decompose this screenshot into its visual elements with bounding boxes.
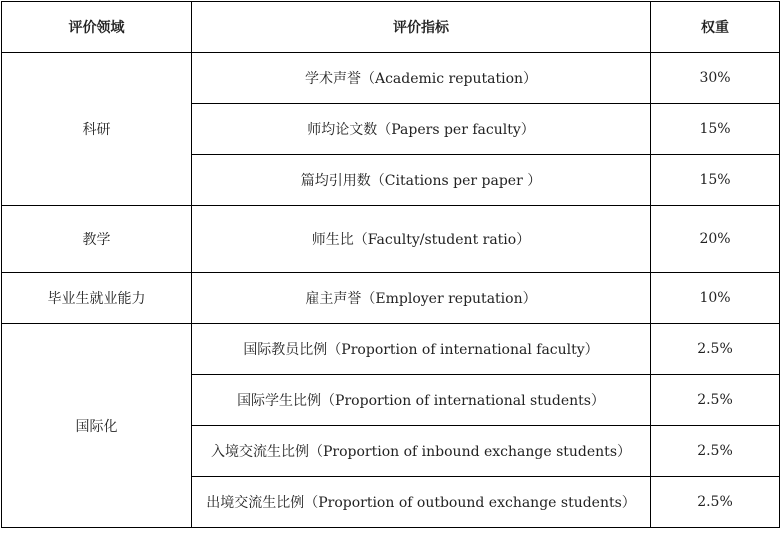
weight-cell: 2.5% (651, 324, 780, 375)
indicator-cell: 雇主声誉（Employer reputation） (192, 273, 651, 324)
table-row (2, 206, 780, 273)
weight-cell: 15% (651, 155, 780, 206)
group-employability: 毕业生就业能力 (2, 273, 192, 324)
table-row (2, 273, 780, 324)
indicator-cell: 国际学生比例（Proportion of international students） (192, 375, 651, 426)
header-domain: 评价领域 (2, 2, 192, 53)
indicator-cell: 篇均引用数（Citations per paper ） (192, 155, 651, 206)
header-weight: 权重 (651, 2, 780, 53)
indicator-cell: 入境交流生比例（Proportion of inbound exchange students） (192, 426, 651, 477)
indicator-cell: 学术声誉（Academic reputation） (192, 53, 651, 104)
table-row (2, 324, 780, 375)
weight-cell: 2.5% (651, 426, 780, 477)
group-international: 国际化 (2, 324, 192, 528)
evaluation-table (1, 1, 780, 528)
weight-cell: 30% (651, 53, 780, 104)
group-research: 科研 (2, 53, 192, 206)
weight-cell: 2.5% (651, 375, 780, 426)
indicator-cell: 出境交流生比例（Proportion of outbound exchange students） (192, 477, 651, 528)
weight-cell: 2.5% (651, 477, 780, 528)
indicator-cell: 师生比（Faculty/student ratio） (192, 206, 651, 273)
header-row (2, 2, 780, 53)
weight-cell: 15% (651, 104, 780, 155)
header-indicator: 评价指标 (192, 2, 651, 53)
weight-cell: 20% (651, 206, 780, 273)
table-row (2, 53, 780, 104)
group-teaching: 教学 (2, 206, 192, 273)
indicator-cell: 师均论文数（Papers per faculty） (192, 104, 651, 155)
weight-cell: 10% (651, 273, 780, 324)
indicator-cell: 国际教员比例（Proportion of international faculty） (192, 324, 651, 375)
